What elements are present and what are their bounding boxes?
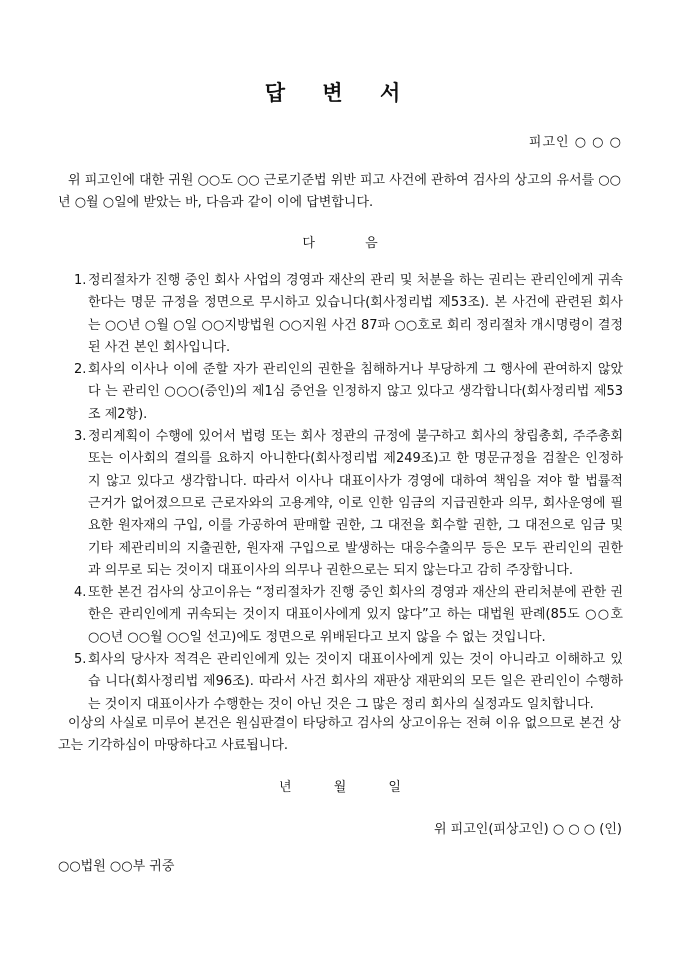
date-line: 년 월 일 xyxy=(279,780,401,795)
answer-item-3 xyxy=(58,426,623,582)
answer-item-5 xyxy=(58,649,623,716)
item-number: 4. xyxy=(74,585,87,601)
item-text: 정리계획이 수행에 있어서 법령 또는 회사 정관의 규정에 불구하고 회사의 창립총회, 주주총회 또는 이사회의 결의를 요하지 아니한다(회사정리법 제249조)고 한 명문규정을 검찰은 인정하지 않고 있다고 생각합니다. 따라서 이사나 대표이사가 경영에 대하여 책임을 져야 할 법률적 근거가 없어졌으므로 근로자와의 고용계약, 이로 인한 임금의 지급권한과 의무, 회사운영에 필요한 원자재의 구입, 이를 가공하여 판매할 권한, 그 대전을 회수할 권한, 그 대전으로 임금 및 기타 제관리비의 지출권한, 원자재 구입으로 발생하는 대응수출의무 등은 모두 관리인의 권한과 의무로 되는 것이지 대표이사의 의무나 권한으로는 되지 않는다고 감히 주장합니다. xyxy=(88,429,623,578)
item-number: 2. xyxy=(74,362,87,378)
item-number: 3. xyxy=(74,429,87,445)
section-heading: 다 음 xyxy=(302,236,378,251)
court-addressee: ○○법원 ○○부 귀중 xyxy=(58,859,175,874)
conclusion-paragraph: 이상의 사실로 미루어 본건은 원심판결이 타당하고 검사의 상고이유는 전혀 이유 없으므로 본건 상고는 기각하심이 마땅하다고 사료됩니다. xyxy=(58,716,621,753)
item-text: 정리절차가 진행 중인 회사 사업의 경영과 재산의 관리 및 처분을 하는 권리는 관리인에게 귀속한다는 명문 규정을 정면으로 무시하고 있습니다(회사정리법 제53조). 본 사건에 관련된 회사는 ○○년 ○월 ○일 ○○지방법원 ○○지원 사건 87파 ○○호로 회리 정리절차 개시명령이 결정된 사건 본인 회사입니다. xyxy=(88,273,623,355)
item-number: 5. xyxy=(74,652,87,668)
answer-item-2 xyxy=(58,359,623,426)
answer-item-1 xyxy=(58,270,623,359)
answer-item-4 xyxy=(58,582,623,649)
defendant-line: 피고인 ○ ○ ○ xyxy=(528,135,622,150)
document-title: 답 변 서 xyxy=(264,80,416,105)
answer-items-list xyxy=(58,270,623,716)
item-text: 회사의 당사자 적격은 관리인에게 있는 것이지 대표이사에게 있는 것이 아니라고 이해하고 있습 니다(회사정리법 제96조). 따라서 사건 회사의 재판상 재판외의 모든 일은 관리인이 수행하는 것이지 대표이사가 수행한는 것이 아닌 것은 그 많은 정리 회사의 실정과도 일치합니다. xyxy=(88,652,623,712)
item-number: 1. xyxy=(74,273,87,288)
item-text: 회사의 이사나 이에 준할 자가 관리인의 권한을 침해하거나 부당하게 그 행사에 관여하지 않았다 는 관리인 ○○○(증인)의 제1심 증언을 인정하지 않고 있다고 생각합니다(회사정리법 제53조 제2항). xyxy=(88,362,623,422)
item-text: 또한 본건 검사의 상고이유는 “정리절차가 진행 중인 회사의 경영과 재산의 관리처분에 관한 권한은 관리인에게 귀속되는 것이지 대표이사에게 있지 않다”고 하는 대법원 판례(85도 ○○호 ○○년 ○○월 ○○일 선고)에도 정면으로 위배된다고 보지 않을 수 없는 것입니다. xyxy=(88,585,623,645)
intro-paragraph: 위 피고인에 대한 귀원 ○○도 ○○ 근로기준법 위반 피고 사건에 관하여 검사의 상고의 유서를 ○○년 ○월 ○일에 받았는 바, 다음과 같이 이에 답변합니다. xyxy=(58,173,621,210)
signature-line: 위 피고인(피상고인) ○ ○ ○ (인) xyxy=(433,822,622,837)
